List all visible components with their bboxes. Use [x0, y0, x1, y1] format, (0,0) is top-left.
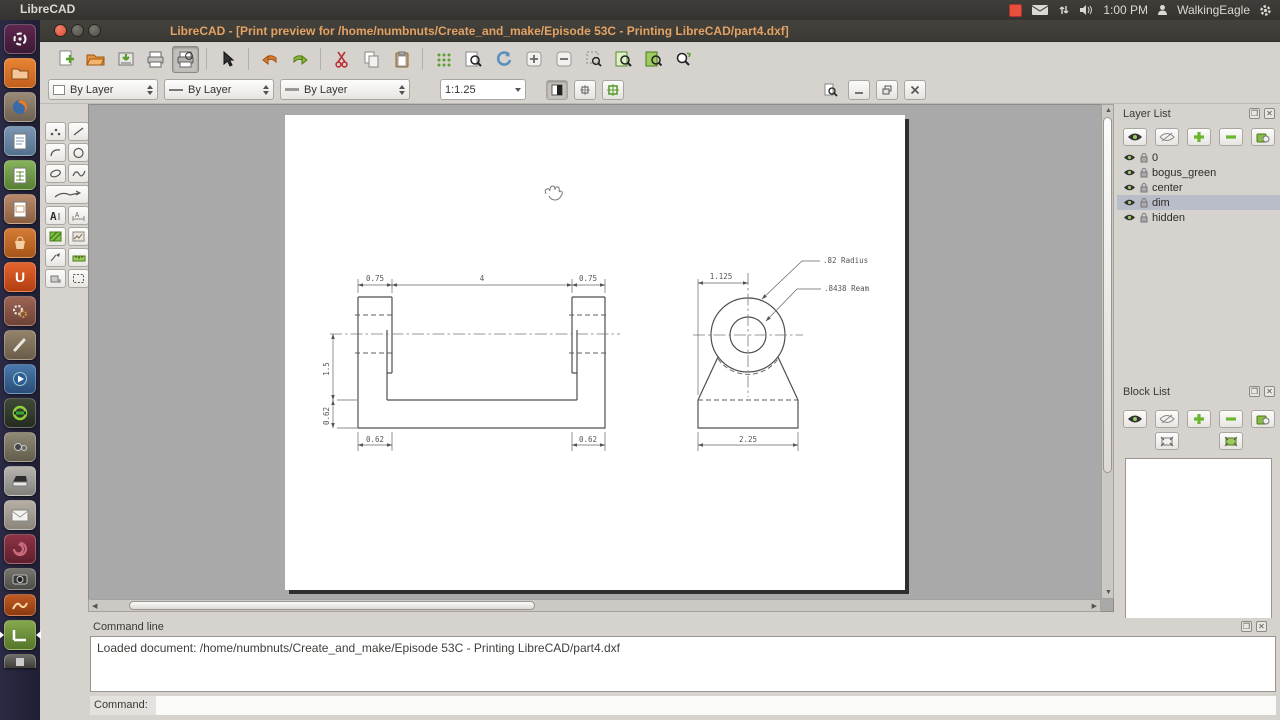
network-arrows-icon[interactable] [1058, 4, 1070, 16]
scroll-left-icon[interactable]: ◀ [92, 603, 98, 610]
blackwhite-toggle-button[interactable] [546, 80, 568, 100]
window-minimize-button[interactable] [71, 24, 84, 37]
layer-name: dim [1152, 196, 1170, 209]
pen-app-icon[interactable] [4, 330, 36, 360]
toolbar-separator [422, 48, 423, 70]
toolbar-separator [320, 48, 321, 70]
zoom-find-button[interactable] [460, 46, 487, 73]
volume-icon[interactable] [1079, 4, 1094, 16]
dimensions-tool-button[interactable] [68, 206, 89, 225]
zoom-out-button[interactable] [550, 46, 577, 73]
command-dock-title: Command line [93, 621, 164, 633]
layer-name: bogus_green [1152, 166, 1217, 179]
measure-tool-button[interactable] [68, 248, 89, 267]
pointer-button[interactable] [214, 46, 241, 73]
snap-grid-button[interactable] [430, 46, 457, 73]
system-settings-icon[interactable] [4, 296, 36, 326]
splines-tool-button[interactable] [68, 164, 89, 183]
ubuntu-dash-icon[interactable] [4, 24, 36, 54]
camera-app-icon[interactable] [4, 568, 36, 590]
combo-spinner-icon [257, 85, 269, 95]
layer-list-panel [1117, 104, 1280, 380]
dim-foot-left: 0.62 [365, 435, 385, 444]
layer-list-title: Layer List [1123, 108, 1171, 120]
firefox-icon[interactable] [4, 92, 36, 122]
technical-drawing [285, 115, 905, 590]
layer-visible-icon[interactable] [1123, 213, 1136, 222]
layer-row-bogus-green[interactable] [1117, 165, 1280, 180]
window-maximize-button[interactable] [88, 24, 101, 37]
copy-button[interactable] [358, 46, 385, 73]
layer-lock-icon[interactable] [1140, 153, 1148, 163]
pen-color-combo[interactable] [48, 79, 158, 100]
libreoffice-impress-icon[interactable] [4, 194, 36, 224]
mdi-minimize-button[interactable] [848, 80, 870, 100]
layer-row-hidden[interactable] [1117, 210, 1280, 225]
window-title-bar [40, 20, 1280, 42]
scroll-right-icon[interactable]: ▶ [1091, 603, 1097, 610]
dim-height: 1.5 [322, 362, 331, 376]
media-player-icon[interactable] [4, 364, 36, 394]
software-center-icon[interactable] [4, 228, 36, 258]
layer-lock-icon[interactable] [1140, 183, 1148, 193]
zoom-page-button[interactable] [610, 46, 637, 73]
block-list-float-button[interactable]: ❐ [1250, 387, 1259, 396]
layer-lock-icon[interactable] [1140, 213, 1148, 223]
edit-layer-attributes-button[interactable] [1251, 128, 1275, 146]
hide-all-layers-button[interactable] [1155, 128, 1179, 146]
edit-block-attributes-button[interactable] [1251, 410, 1275, 428]
camera-tools-icon[interactable] [4, 432, 36, 462]
command-dock-float-button[interactable]: ❐ [1242, 622, 1251, 631]
librecad-icon[interactable] [4, 620, 36, 650]
select-tool-button[interactable] [68, 269, 89, 288]
paste-button[interactable] [388, 46, 415, 73]
add-layer-button[interactable] [1187, 128, 1211, 146]
username[interactable]: WalkingEagle [1177, 3, 1250, 17]
remove-block-button[interactable] [1219, 410, 1243, 428]
svg-text:A: A [75, 211, 80, 219]
mail-icon[interactable] [1031, 4, 1049, 16]
modify-tool-button[interactable] [45, 248, 66, 267]
pen-style-combo[interactable] [280, 79, 410, 100]
layer-list-float-button[interactable]: ❐ [1250, 109, 1259, 118]
session-gear-icon[interactable] [1259, 4, 1272, 17]
log-line: Loaded document: /home/numbnuts/Create_and_make/Episode 53C - Printing LibreCAD/part4.dxf [97, 641, 620, 655]
command-input[interactable] [156, 696, 1276, 715]
global-app-menu[interactable]: LibreCAD [20, 2, 76, 16]
print-button[interactable] [142, 46, 169, 73]
mail-app-icon[interactable] [4, 500, 36, 530]
unity-launcher [0, 20, 40, 720]
command-dock-close-button[interactable]: ✕ [1256, 621, 1267, 632]
layer-name: 0 [1152, 151, 1159, 164]
files-icon[interactable] [4, 58, 36, 88]
block-list-close-button[interactable]: ✕ [1264, 386, 1275, 397]
edit-block-button[interactable] [1219, 432, 1243, 450]
new-file-button[interactable] [52, 46, 79, 73]
user-icon [1157, 4, 1168, 16]
auto-zoom-button[interactable] [640, 46, 667, 73]
dim-base: 2.25 [738, 435, 758, 444]
pen-style-value: By Layer [304, 83, 348, 96]
arcs-tool-button[interactable] [45, 143, 66, 162]
canvas-vertical-scrollbar[interactable] [1101, 104, 1114, 599]
horizontal-scroll-thumb[interactable] [129, 601, 535, 610]
redraw-button[interactable] [490, 46, 517, 73]
print-scale-value: 1:1.25 [445, 83, 476, 96]
main-toolbar [40, 42, 1280, 76]
print-preview-button[interactable] [172, 46, 199, 73]
libreoffice-writer-icon[interactable] [4, 126, 36, 156]
zoom-window-button[interactable] [580, 46, 607, 73]
rename-block-button[interactable] [1155, 432, 1179, 450]
dim-left-boss: 0.75 [365, 274, 385, 283]
scroll-up-icon[interactable]: ▲ [1105, 107, 1112, 114]
pen-color-value: By Layer [70, 83, 114, 96]
recording-indicator-icon [1009, 4, 1022, 17]
window-close-button[interactable] [54, 24, 67, 37]
hide-all-blocks-button[interactable] [1155, 410, 1179, 428]
combo-dropdown-icon [509, 88, 521, 92]
line-style-swatch [285, 88, 299, 91]
cut-button[interactable] [328, 46, 355, 73]
ubuntu-one-icon[interactable]: U [4, 262, 36, 292]
dim-offset: 1.125 [709, 272, 733, 281]
hand-cursor-icon [545, 186, 562, 200]
block-list-empty-view[interactable] [1125, 458, 1272, 644]
combo-spinner-icon [393, 85, 405, 95]
text-tool-button[interactable] [45, 206, 66, 225]
remove-layer-button[interactable] [1219, 128, 1243, 146]
ream-leader-label: .8438 Ream [824, 284, 870, 293]
circles-tool-button[interactable] [68, 143, 89, 162]
power-app-icon[interactable] [4, 398, 36, 428]
ubuntu-top-panel [0, 0, 1280, 20]
open-file-button[interactable] [82, 46, 109, 73]
hatch-tool-button[interactable] [45, 227, 66, 246]
add-block-button[interactable] [1187, 410, 1211, 428]
toolbar-separator [248, 48, 249, 70]
dim-web: 0.62 [322, 406, 331, 426]
show-all-layers-button[interactable] [1123, 128, 1147, 146]
image-tool-button[interactable] [68, 227, 89, 246]
toolbar-separator [206, 48, 207, 70]
layer-visible-icon[interactable] [1123, 153, 1136, 162]
layer-visible-icon[interactable] [1123, 168, 1136, 177]
save-file-button[interactable] [112, 46, 139, 73]
command-history-log[interactable] [90, 636, 1276, 692]
radius-leader-label: .82 Radius [823, 256, 869, 265]
dim-span: 4 [479, 274, 485, 283]
orange-app-icon[interactable] [4, 594, 36, 616]
active-app-indicator [0, 631, 4, 639]
color-swatch [53, 85, 65, 95]
layer-name: hidden [1152, 211, 1186, 224]
fit-page-button[interactable] [574, 80, 596, 100]
layer-name: center [1152, 181, 1183, 194]
canvas-horizontal-scrollbar[interactable] [88, 599, 1101, 612]
pen-width-combo[interactable] [164, 79, 274, 100]
layer-lock-icon[interactable] [1140, 198, 1148, 208]
layer-visible-icon[interactable] [1123, 183, 1136, 192]
swirl-app-icon[interactable] [4, 534, 36, 564]
cad-tool-palette [44, 104, 90, 612]
trash-icon[interactable] [4, 654, 36, 668]
block-list-title: Block List [1123, 386, 1171, 398]
print-scale-combo[interactable] [440, 79, 526, 100]
window-title: LibreCAD - [Print preview for /home/numbnuts/Create_and_make/Episode 53C - Printing LibreCAD/part4.dxf] [170, 24, 789, 38]
scanner-app-icon[interactable] [4, 466, 36, 496]
block-list-panel [1117, 382, 1280, 644]
pen-toolbar [40, 76, 1280, 104]
redo-button[interactable] [286, 46, 313, 73]
pen-width-value: By Layer [188, 83, 232, 96]
blocks-tool-button[interactable] [45, 269, 66, 288]
center-page-button[interactable] [602, 80, 624, 100]
zoom-in-button[interactable] [520, 46, 547, 73]
layer-list-close-button[interactable]: ✕ [1264, 108, 1275, 119]
layer-row-center[interactable] [1117, 180, 1280, 195]
svg-text:A: A [50, 209, 57, 222]
command-prompt-label: Command: [90, 696, 156, 715]
layer-row-dim-selected[interactable] [1117, 195, 1280, 210]
vertical-scroll-thumb[interactable] [1103, 117, 1112, 473]
combo-spinner-icon [141, 85, 153, 95]
clock[interactable]: 1:00 PM [1103, 3, 1149, 17]
show-all-blocks-button[interactable] [1123, 410, 1147, 428]
lines-tool-button[interactable] [68, 122, 89, 141]
ellipses-tool-button[interactable] [45, 164, 66, 183]
command-line-dock [88, 618, 1280, 716]
zoom-cursor-button[interactable] [820, 80, 842, 100]
layer-lock-icon[interactable] [1140, 168, 1148, 178]
dim-right-boss: 0.75 [578, 274, 598, 283]
libreoffice-calc-icon[interactable] [4, 160, 36, 190]
mdi-close-button[interactable] [904, 80, 926, 100]
running-app-indicator [36, 631, 41, 639]
zoom-pan-button[interactable] [670, 46, 697, 73]
undo-button[interactable] [256, 46, 283, 73]
drawing-paper [285, 115, 905, 590]
mdi-restore-button[interactable] [876, 80, 898, 100]
polylines-tool-button[interactable] [45, 185, 89, 204]
line-width-swatch [169, 89, 183, 91]
scroll-down-icon[interactable]: ▼ [1105, 589, 1112, 596]
layer-row-0[interactable] [1117, 150, 1280, 165]
points-tool-button[interactable] [45, 122, 66, 141]
dim-foot-right: 0.62 [578, 435, 598, 444]
layer-visible-icon[interactable] [1123, 198, 1136, 207]
